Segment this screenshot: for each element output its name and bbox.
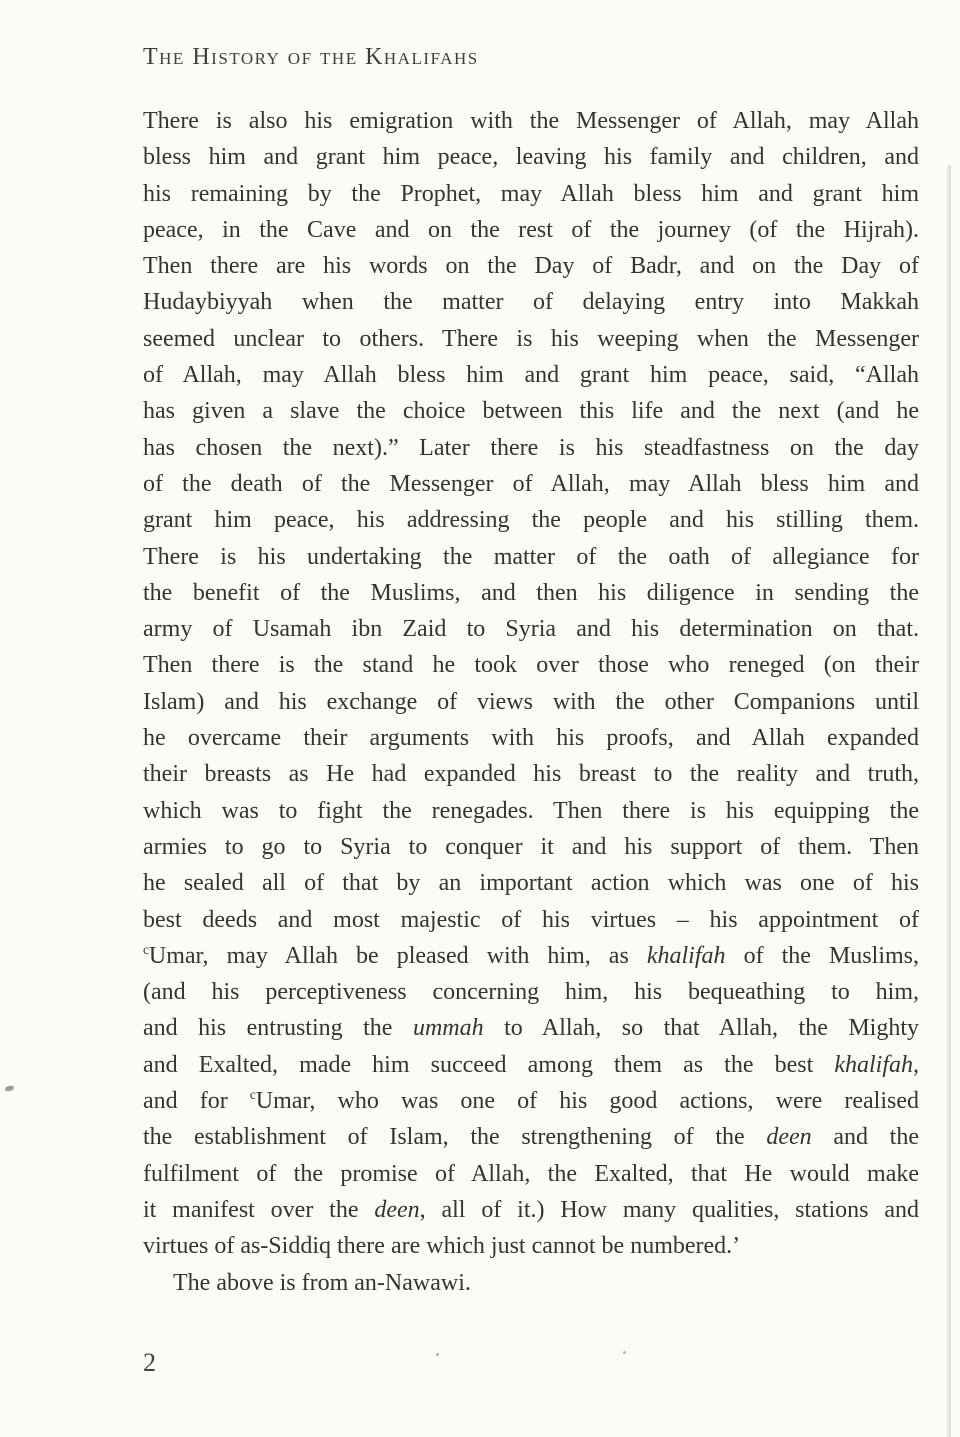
text-line: of the death of the Messenger of Allah, may Allah bless him and — [143, 470, 919, 497]
text-line: fulfilment of the promise of Allah, the Exalted, that He would make — [143, 1160, 919, 1187]
text-line: bless him and grant him peace, leaving his family and children, and — [143, 144, 919, 171]
text-line: $^c$Umar, may Allah be pleased with him, as khalifah of the Muslims, — [143, 941, 919, 969]
scan-speck — [623, 1351, 626, 1354]
text-line: seemed unclear to others. There is his weeping when the Messenger — [143, 325, 919, 352]
text-line: There is his undertaking the matter of the oath of allegiance for — [143, 543, 919, 570]
text-line: peace, in the Cave and on the rest of the journey (of the Hijrah). — [143, 216, 919, 243]
running-header: The History of the Khalifahs — [143, 44, 479, 70]
text-line: their breasts as He had expanded his breast to the reality and truth, — [143, 761, 919, 788]
text-line: he overcame their arguments with his proofs, and Allah expanded — [143, 725, 919, 752]
text-line: his remaining by the Prophet, may Allah bless him and grant him — [143, 180, 919, 207]
text-line: and his entrusting the ummah to Allah, so that Allah, the Mighty — [143, 1015, 920, 1042]
text-line: and for $^c$Umar, who was one of his good actions, were realised — [143, 1087, 919, 1115]
text-line: the benefit of the Muslims, and then his diligence in sending the — [143, 579, 919, 606]
page-number: 2 — [143, 1348, 156, 1377]
text-line: and Exalted, made him succeed among them as the best khalifah, — [143, 1051, 919, 1078]
text-line: There is also his emigration with the Messenger of Allah, may Allah — [143, 108, 919, 134]
text-line: armies to go to Syria to conquer it and his support of them. Then — [143, 833, 919, 860]
text-line: Hudaybiyyah when the matter of delaying entry into Makkah — [143, 289, 919, 316]
text-line: the establishment of Islam, the strengthening of the deen and the — [143, 1124, 919, 1151]
text-line: virtues of as-Siddiq there are which just cannot be numbered.’ — [143, 1233, 741, 1260]
text-line: Then there are his words on the Day of Badr, and on the Day of — [143, 253, 919, 280]
text-line: best deeds and most majestic of his virtues – his appointment of — [143, 906, 919, 933]
text-line: which was to fight the renegades. Then there is his equipping the — [143, 797, 919, 824]
text-line: he sealed all of that by an important action which was one of his — [143, 870, 919, 897]
body-text — [143, 103, 919, 1301]
text-line: army of Usamah ibn Zaid to Syria and his determination on that. — [143, 616, 919, 643]
text-line: has chosen the next).” Later there is his steadfastness on the day — [143, 434, 919, 461]
scan-speck — [436, 1353, 439, 1356]
text-line: Then there is the stand he took over those who reneged (on their — [143, 652, 919, 679]
text-line: of Allah, may Allah bless him and grant him peace, said, “Allah — [143, 362, 919, 389]
text-line: grant him peace, his addressing the people and his stilling them. — [143, 507, 919, 534]
text-line: The above is from an-Nawawi. — [173, 1269, 471, 1296]
text-line: it manifest over the deen, all of it.) How many qualities, stations and — [143, 1196, 919, 1223]
text-line: (and his perceptiveness concerning him, his bequeathing to him, — [143, 979, 919, 1006]
text-line: Islam) and his exchange of views with the other Companions until — [143, 688, 919, 715]
scan-speck — [5, 1085, 15, 1092]
text-line: has given a slave the choice between this life and the next (and he — [143, 398, 919, 425]
page-edge-shadow — [947, 165, 951, 1437]
